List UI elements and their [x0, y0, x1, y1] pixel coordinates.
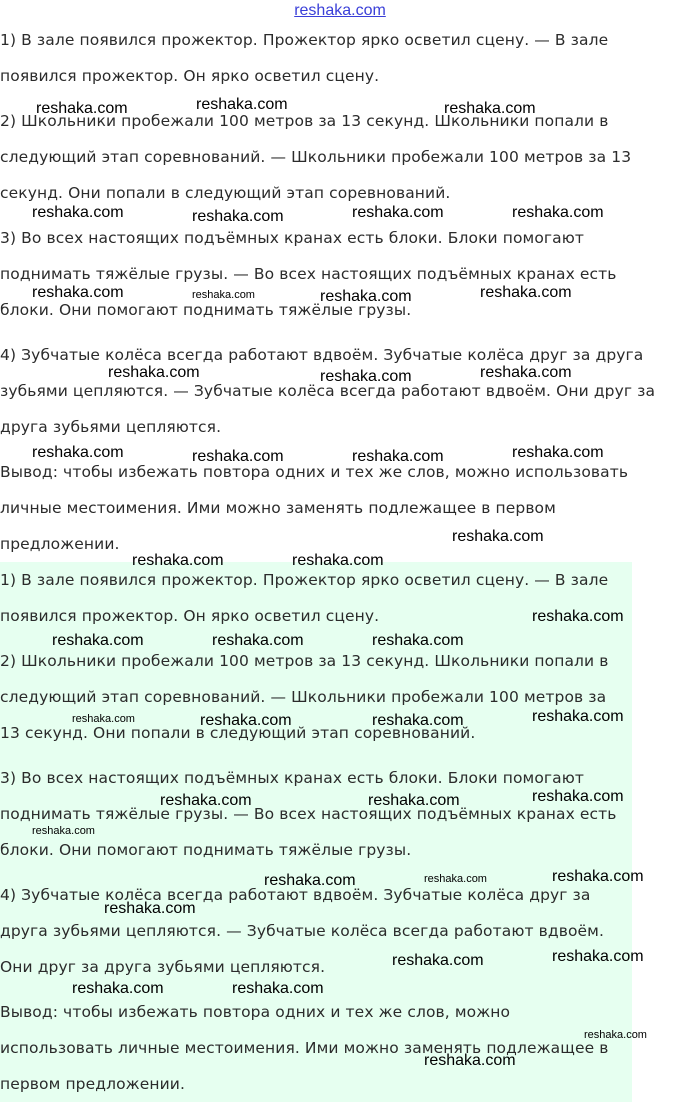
text-line: 13 секунд. Они попали в следующий этап соревнований.	[0, 724, 476, 742]
paragraph-2	[0, 103, 631, 211]
text-line: предложении.	[0, 535, 120, 553]
text-line: 4) Зубчатые колёса всегда работают вдвоём. Зубчатые колёса друг за друга	[0, 346, 644, 364]
paragraph-3	[0, 760, 617, 868]
watermark: reshaka.com	[452, 528, 544, 545]
paragraph-1	[0, 22, 608, 94]
paragraph-4	[0, 337, 655, 445]
text-line: друга зубьями цепляются.	[0, 418, 222, 436]
text-line: Они друг за друга зубьями цепляются.	[0, 958, 326, 976]
watermark: reshaka.com	[36, 100, 128, 117]
watermark: reshaka.com	[480, 284, 572, 301]
text-line: первом предложении.	[0, 1075, 185, 1093]
text-line: 3) Во всех настоящих подъёмных кранах есть блоки. Блоки помогают	[0, 769, 585, 787]
watermark: reshaka.com	[372, 712, 464, 729]
watermark: reshaka.com	[32, 284, 124, 301]
text-line: личные местоимения. Ими можно заменять подлежащее в первом	[0, 499, 556, 517]
watermark: reshaka.com	[196, 96, 288, 113]
watermark: reshaka.com	[584, 1029, 647, 1041]
watermark: reshaka.com	[320, 368, 412, 385]
watermark: reshaka.com	[200, 712, 292, 729]
watermark: reshaka.com	[532, 608, 624, 625]
text-line: Вывод: чтобы избежать повтора одних и тех же слов, можно использовать	[0, 463, 629, 481]
paragraph-4	[0, 877, 604, 985]
text-line: 2) Школьники пробежали 100 метров за 13 секунд. Школьники попали в	[0, 112, 609, 130]
text-line: зубьями цепляются. — Зубчатые колёса всегда работают вдвоём. Они друг за	[0, 382, 656, 400]
text-line: поднимать тяжёлые грузы. — Во всех настоящих подъёмных кранах есть	[0, 265, 617, 283]
watermark: reshaka.com	[512, 204, 604, 221]
watermark: reshaka.com	[104, 900, 196, 917]
text-line: Вывод: чтобы избежать повтора одних и тех же слов, можно	[0, 1003, 511, 1021]
site-header-link[interactable]: reshaka.com	[294, 2, 386, 19]
watermark: reshaka.com	[192, 289, 255, 301]
watermark: reshaka.com	[132, 552, 224, 569]
watermark: reshaka.com	[72, 713, 135, 725]
watermark: reshaka.com	[368, 792, 460, 809]
watermark: reshaka.com	[512, 444, 604, 461]
watermark: reshaka.com	[32, 204, 124, 221]
text-line: поднимать тяжёлые грузы. — Во всех настоящих подъёмных кранах есть	[0, 805, 617, 823]
text-line: 1) В зале появился прожектор. Прожектор ярко осветил сцену. — В зале	[0, 31, 609, 49]
text-line: следующий этап соревнований. — Школьники пробежали 100 метров за 13	[0, 148, 632, 166]
watermark: reshaka.com	[424, 1052, 516, 1069]
watermark: reshaka.com	[160, 792, 252, 809]
watermark: reshaka.com	[372, 632, 464, 649]
paragraph-1	[0, 562, 608, 634]
watermark: reshaka.com	[32, 444, 124, 461]
watermark: reshaka.com	[32, 825, 95, 837]
text-line: друга зубьями цепляются. — Зубчатые колёса всегда работают вдвоём.	[0, 922, 604, 940]
watermark: reshaka.com	[52, 632, 144, 649]
watermark: reshaka.com	[480, 364, 572, 381]
watermark: reshaka.com	[552, 868, 644, 885]
watermark: reshaka.com	[444, 100, 536, 117]
text-line: блоки. Они помогают поднимать тяжёлые грузы.	[0, 301, 412, 319]
watermark: reshaka.com	[352, 204, 444, 221]
text-line: 2) Школьники пробежали 100 метров за 13 секунд. Школьники попали в	[0, 652, 609, 670]
watermark: reshaka.com	[264, 872, 356, 889]
watermark: reshaka.com	[424, 873, 487, 885]
watermark: reshaka.com	[320, 288, 412, 305]
watermark: reshaka.com	[392, 952, 484, 969]
text-line: 3) Во всех настоящих подъёмных кранах есть блоки. Блоки помогают	[0, 229, 585, 247]
paragraph-2	[0, 643, 608, 751]
watermark: reshaka.com	[192, 208, 284, 225]
text-line: использовать личные местоимения. Ими можно заменять подлежащее в	[0, 1039, 609, 1057]
watermark: reshaka.com	[212, 632, 304, 649]
watermark: reshaka.com	[292, 552, 384, 569]
text-line: появился прожектор. Он ярко осветил сцену.	[0, 607, 380, 625]
watermark: reshaka.com	[232, 980, 324, 997]
watermark: reshaka.com	[108, 364, 200, 381]
paragraph-3	[0, 220, 617, 328]
text-line: 1) В зале появился прожектор. Прожектор ярко осветил сцену. — В зале	[0, 571, 609, 589]
text-line: секунд. Они попали в следующий этап соревнований.	[0, 184, 451, 202]
watermark: reshaka.com	[532, 788, 624, 805]
watermark: reshaka.com	[532, 708, 624, 725]
text-line: 4) Зубчатые колёса всегда работают вдвоём. Зубчатые колёса друг за	[0, 886, 591, 904]
text-line: появился прожектор. Он ярко осветил сцену.	[0, 67, 380, 85]
text-line: следующий этап соревнований. — Школьники пробежали 100 метров за	[0, 688, 607, 706]
watermark: reshaka.com	[552, 948, 644, 965]
text-line: блоки. Они помогают поднимать тяжёлые грузы.	[0, 841, 412, 859]
watermark: reshaka.com	[352, 448, 444, 465]
watermark: reshaka.com	[72, 980, 164, 997]
conclusion-paragraph	[0, 994, 609, 1102]
watermark: reshaka.com	[192, 448, 284, 465]
